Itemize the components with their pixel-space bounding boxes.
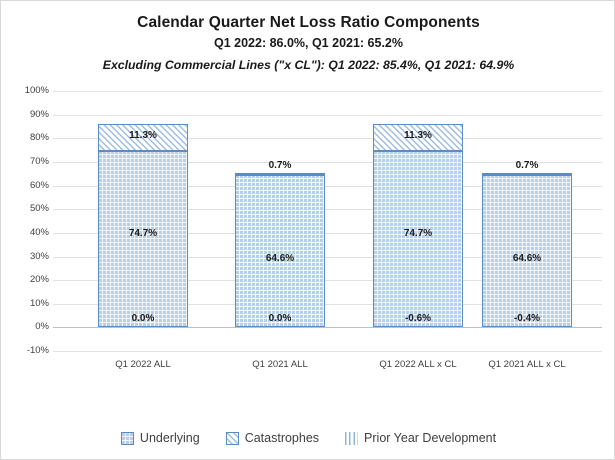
bar-label-catastrophes: 11.3%	[404, 130, 432, 142]
bar-group-q1-2022-all[interactable]	[98, 124, 188, 327]
bar-label-prior-year-development: -0.4%	[513, 313, 541, 325]
bar-label-prior-year-development: -0.6%	[404, 313, 432, 325]
y-tick-label: 50%	[29, 203, 49, 215]
legend-swatch-icon	[345, 432, 358, 445]
y-tick-label: -10%	[26, 345, 49, 356]
legend-label: Catastrophes	[244, 431, 320, 445]
legend-swatch-icon	[121, 432, 134, 445]
gridline	[53, 351, 602, 352]
gridline	[53, 115, 602, 116]
bar-label-underlying: 64.6%	[265, 253, 295, 265]
page-title: Calendar Quarter Net Loss Ratio Components	[137, 14, 480, 31]
bar-group-q1-2021-all-x-cl[interactable]	[482, 160, 572, 327]
bar-label-catastrophes: 0.7%	[515, 160, 539, 172]
bar-segment-underlying[interactable]	[235, 175, 325, 327]
legend-swatch-icon	[226, 432, 239, 445]
legend-label: Prior Year Development	[364, 431, 497, 445]
plot-area	[1, 85, 615, 381]
y-tick-label: 100%	[24, 85, 49, 96]
x-tick-label: Q1 2021 ALL x CL	[488, 359, 566, 370]
y-tick-label: 90%	[29, 108, 49, 120]
y-tick-label: 60%	[29, 179, 49, 191]
y-tick-label: 40%	[29, 226, 49, 238]
y-axis	[1, 85, 53, 356]
bar-label-underlying: 74.7%	[403, 228, 433, 240]
bar-label-underlying: 74.7%	[128, 228, 158, 240]
y-tick-label: 0%	[35, 321, 49, 333]
bar-label-prior-year-development: 0.0%	[268, 313, 292, 325]
chart-subtitle-secondary: Excluding Commercial Lines ("x CL"): Q1 2022: 85.4%, Q1 2021: 64.9%	[102, 58, 515, 72]
bar-group-q1-2021-all[interactable]	[235, 160, 325, 327]
y-tick-label: 20%	[29, 274, 49, 286]
legend-item-prior-year-development[interactable]	[345, 431, 496, 445]
bar-label-catastrophes: 11.3%	[129, 130, 157, 142]
zero-axis-line	[53, 327, 602, 328]
chart-subtitle: Q1 2022: 86.0%, Q1 2021: 65.2%	[213, 36, 403, 50]
gridline	[53, 91, 602, 92]
bar-label-catastrophes: 0.7%	[268, 160, 292, 172]
bar-segment-underlying[interactable]	[482, 175, 572, 327]
legend-item-catastrophes[interactable]	[226, 431, 319, 445]
bar-label-underlying: 64.6%	[512, 253, 542, 265]
bar-group-q1-2022-all-x-cl[interactable]	[373, 124, 463, 327]
grid-and-bars	[53, 91, 602, 370]
legend-label: Underlying	[139, 431, 200, 445]
legend	[1, 431, 615, 445]
y-tick-label: 30%	[29, 250, 49, 262]
bar-label-prior-year-development: 0.0%	[131, 313, 155, 325]
y-tick-label: 10%	[29, 297, 49, 309]
x-tick-label: Q1 2021 ALL	[252, 359, 308, 370]
y-tick-label: 70%	[29, 155, 49, 167]
chart-title-block	[1, 13, 615, 75]
x-tick-label: Q1 2022 ALL x CL	[379, 359, 457, 370]
y-tick-label: 80%	[29, 132, 49, 144]
legend-item-underlying[interactable]	[121, 431, 200, 445]
x-tick-label: Q1 2022 ALL	[115, 359, 171, 370]
